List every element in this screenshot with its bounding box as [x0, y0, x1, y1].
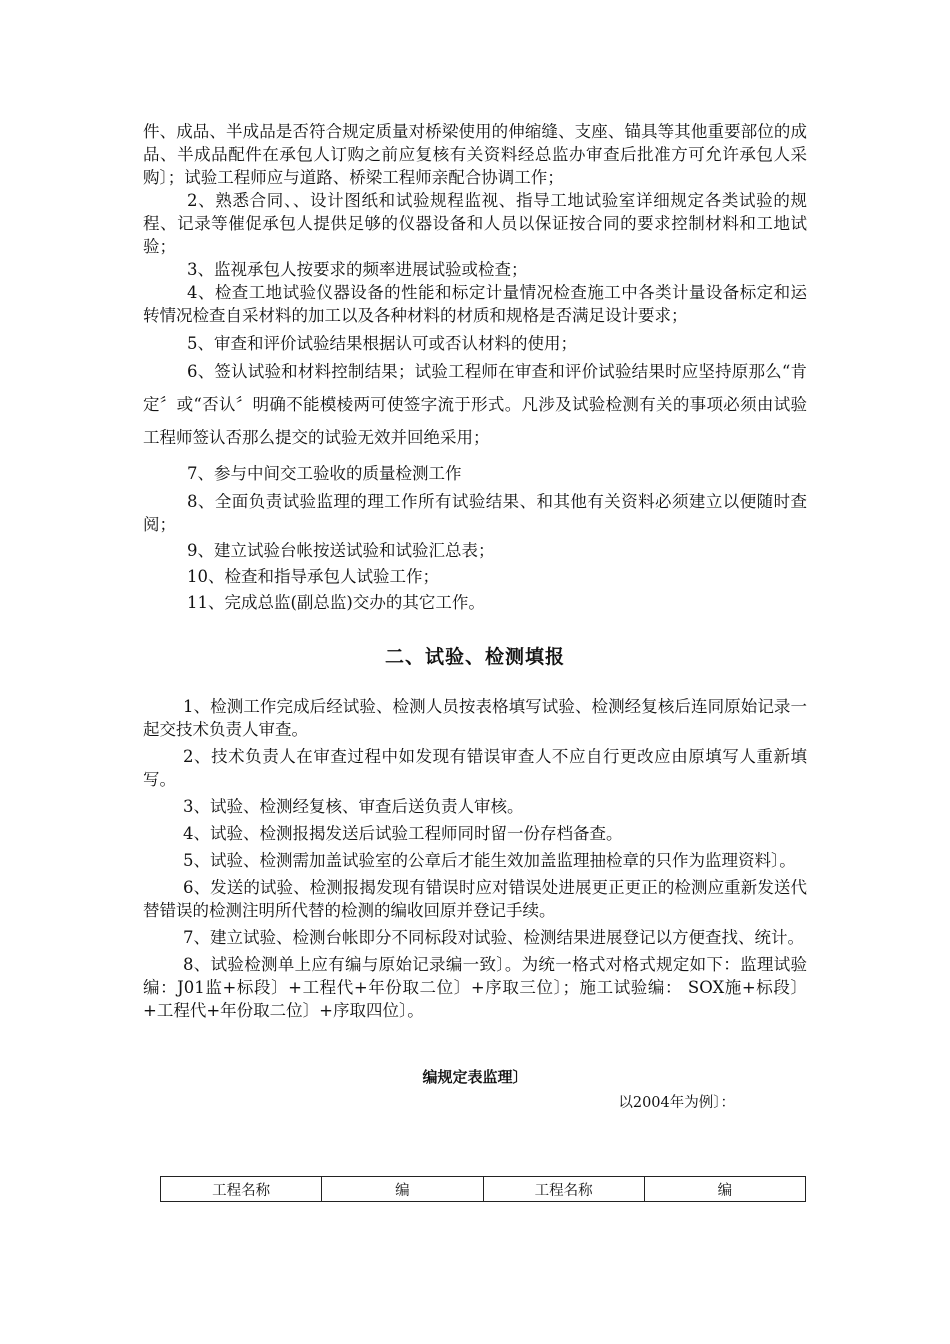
- table-header-project-name: 工程名称: [161, 1177, 322, 1202]
- section-paragraph-1: 1、检测工作完成后经试验、检测人员按表格填写试验、检测经复核后连同原始记录一起交技术负责人审查。: [143, 697, 807, 739]
- paragraph-item-11: 11、完成总监(副总监)交办的其它工作。: [187, 593, 485, 612]
- section-paragraph-7: 7、建立试验、检测台帐即分不同标段对试验、检测结果进展登记以方便查找、统计。: [183, 928, 804, 947]
- paragraph-item-9: 9、建立试验台帐按送试验和试验汇总表；: [187, 541, 495, 560]
- paragraph-item-8: 8、全面负责试验监理的理工作所有试验结果、和其他有关资料必须建立以便随时查阅；: [143, 492, 807, 534]
- paragraph-item-2: 2、熟悉合同、、设计图纸和试验规程监视、指导工地试验室详细规定各类试验的规程、记录等催促承包人提供足够的仪器设备和人员以保证按合同的要求控制材料和工地试验；: [143, 191, 807, 256]
- paragraph-item-5: 5、审查和评价试验结果根据认可或否认材料的使用；: [187, 334, 577, 353]
- paragraph-item-10: 10、检查和指导承包人试验工作；: [187, 567, 439, 586]
- paragraph-item-6: 6、签认试验和材料控制结果；试验工程师在审查和评价试验结果时应坚持原那么“肯定〞或“否认〞明确不能模棱两可使签字流于形式。凡涉及试验检测有关的事项必须由试验工程师签认否那么提交的试验无效并回绝采用；: [143, 362, 807, 447]
- table-header-code: 编: [322, 1177, 483, 1202]
- table-header-project-name-2: 工程名称: [483, 1177, 644, 1202]
- section-paragraph-3: 3、试验、检测经复核、审查后送负责人审核。: [183, 797, 524, 816]
- section-paragraph-5: 5、试验、检测需加盖试验室的公章后才能生效加盖监理抽检章的只作为监理资料〕。: [183, 851, 796, 870]
- section-paragraph-8: 8、试验检测单上应有编与原始记录编一致〕。为统一格式对格式规定如下：监理试验编：J01监+标段〕+工程代+年份取二位〕+序取三位〕；施工试验编： SOX施+标段〕+工程代+年份取二位〕+序取四位〕。: [143, 955, 807, 1020]
- section-paragraph-4: 4、试验、检测报揭发送后试验工程师同时留一份存档备查。: [183, 824, 623, 843]
- table-header-code-2: 编: [644, 1177, 805, 1202]
- table-title: 编规定表监理〕: [422, 1068, 528, 1086]
- paragraph-item-7: 7、参与中间交工验收的质量检测工作: [187, 464, 462, 483]
- numbering-table: [160, 1176, 806, 1202]
- table-note: 以2004年为例〕：: [618, 1095, 735, 1111]
- document-page: [143, 120, 807, 1112]
- section-heading: 二、试验、检测填报: [384, 646, 565, 668]
- paragraph-item-4: 4、检查工地试验仪器设备的性能和标定计量情况检查施工中各类计量设备标定和运转情况检查自采材料的加工以及各种材料的材质和规格是否满足设计要求；: [143, 283, 807, 325]
- paragraph-item-3: 3、监视承包人按要求的频率进展试验或检查；: [187, 260, 528, 279]
- section-paragraph-6: 6、发送的试验、检测报揭发现有错误时应对错误处进展更正更正的检测应重新发送代替错误的检测注明所代替的检测的编收回原并登记手续。: [143, 878, 807, 920]
- section-paragraph-2: 2、技术负责人在审查过程中如发现有错误审查人不应自行更改应由原填写人重新填写。: [143, 747, 807, 789]
- paragraph-continuation: 件、成品、半成品是否符合规定质量对桥梁使用的伸缩缝、支座、锚具等其他重要部位的成品、半成品配件在承包人订购之前应复核有关资料经总监办审查后批准方可允许承包人采购〕；试验工程师应与道路、桥梁工程师亲配合协调工作；: [143, 122, 807, 187]
- table-header-row: [161, 1177, 806, 1202]
